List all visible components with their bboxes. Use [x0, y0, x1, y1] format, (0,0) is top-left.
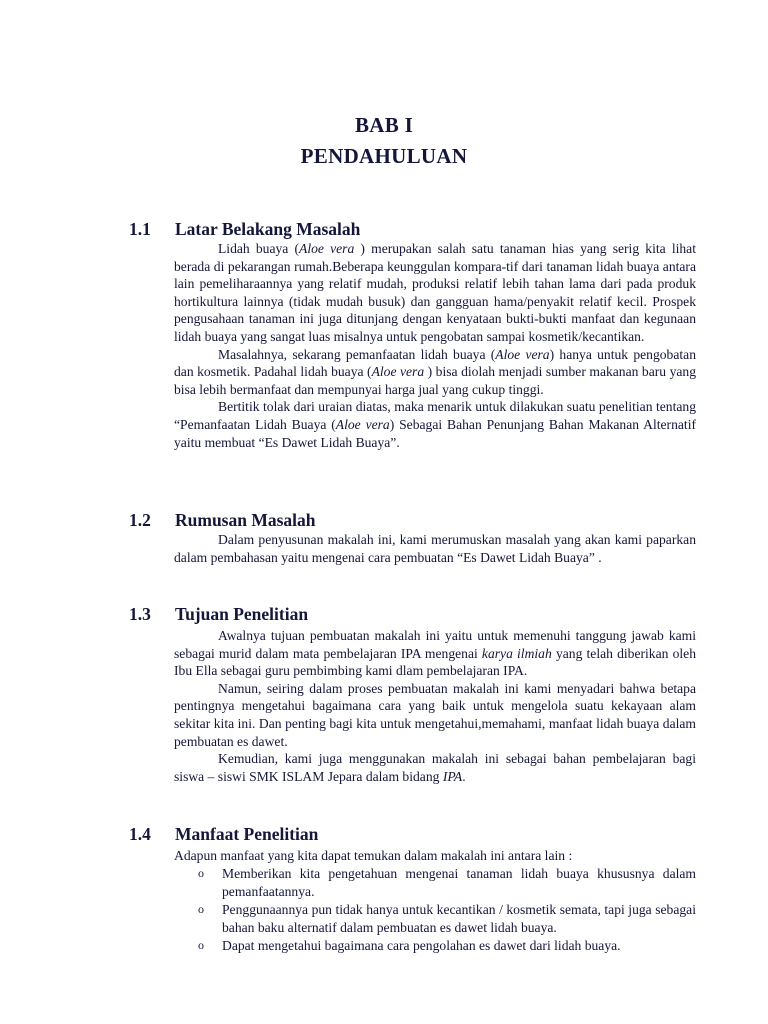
italic-term: Aloe vera [371, 364, 425, 380]
chapter-title: PENDAHULUAN [300, 144, 468, 168]
section-heading-manfaat-penelitian [129, 824, 318, 845]
list-item: o Penggunaannya pun tidak hanya untuk kecantikan / kosmetik semata, tapi juga sebagai bahan baku alternatif dalam pembuatan es dawet lidah buaya. [198, 902, 696, 935]
list-item: o Memberikan kita pengetahuan mengenai tanaman lidah buaya khususnya dalam pemanfaatannya. [198, 866, 696, 899]
bullet-icon: o [198, 938, 204, 953]
benefit-list [174, 865, 696, 956]
italic-term: IPA [442, 768, 463, 784]
paragraph: Awalnya tujuan pembuatan makalah ini yaitu untuk memenuhi tanggung jawab kami sebagai murid dalam mata pembelajaran IPA mengenai karya ilmiah yang telah diberikan oleh Ibu Ella sebagai guru pembimbing kami dlam pembelajaran IPA. [174, 628, 696, 679]
section-title: Manfaat Penelitian [175, 824, 319, 844]
section-number: 1.3 [129, 604, 151, 624]
section-body-latar-belakang [174, 240, 696, 451]
list-item: o Dapat mengetahui bagaimana cara pengolahan es dawet dari lidah buaya. [198, 938, 621, 954]
section-heading-rumusan-masalah [129, 510, 316, 531]
paragraph: Bertitik tolak dari uraian diatas, maka menarik untuk dilakukan suatu penelitian tentang “Pemanfaatan Lidah Buaya (Aloe vera) Sebagai Bahan Penunjang Bahan Makanan Alternatif yaitu membuat “Es Dawet Lidah Buaya”. [174, 399, 697, 450]
section-intro-manfaat [174, 847, 696, 865]
section-body-rumusan-masalah [174, 531, 696, 566]
section-heading-tujuan-penelitian [129, 604, 308, 625]
paragraph: Lidah buaya (Aloe vera ) merupakan salah satu tanaman hias yang serig kita lihat berada di pekarangan rumah.Beberapa keunggulan kompara-tif dari tanaman lidah buaya antara lain pemeliharaannya yang relatif mudah, produksi relatif lebih tahan lama dari pada produk hortikultura lainnya (tidak mudah busuk) dan gangguan hama/penyakit relatif kecil. Prospek pengusahaan tanaman ini juga ditunjang dengan kenyataan bukti-bukti manfaat dan kegunaan lidah buaya yang sangat luas misalnya untuk pengobatan sampai kosmetik/kecantikan. [174, 241, 696, 344]
paragraph: Dalam penyusunan makalah ini, kami merumuskan masalah yang akan kami paparkan dalam pembahasan yaitu mengenai cara pembuatan “Es Dawet Lidah Buaya” . [174, 532, 696, 565]
section-number: 1.4 [129, 824, 151, 844]
section-heading-latar-belakang [129, 219, 360, 240]
paragraph: Kemudian, kami juga menggunakan makalah ini sebagai bahan pembelajaran bagi siswa – siswi SMK ISLAM Jepara dalam bidang IPA. [174, 751, 696, 784]
section-body-tujuan-penelitian [174, 627, 696, 785]
italic-term: Aloe vera [299, 241, 355, 256]
section-title: Rumusan Masalah [175, 510, 316, 530]
bullet-icon: o [198, 902, 204, 917]
section-number: 1.1 [129, 219, 151, 239]
italic-term: karya ilmiah [481, 645, 552, 661]
chapter-label: BAB I [354, 113, 414, 137]
italic-term: Aloe vera [335, 416, 390, 432]
bullet-icon: o [198, 866, 204, 880]
italic-term: Aloe vera [495, 346, 550, 362]
paragraph: Masalahnya, sekarang pemanfaatan lidah buaya (Aloe vera) hanya untuk pengobatan dan kosmetik. Padahal lidah buaya (Aloe vera ) bisa diolah menjadi sumber makanan baru yang bisa lebih bermanfaat dan mempunyai harga jual yang cukup tinggi. [174, 346, 697, 397]
section-title: Latar Belakang Masalah [175, 219, 361, 239]
paragraph: Adapun manfaat yang kita dapat temukan dalam makalah ini antara lain : [174, 848, 573, 863]
section-title: Tujuan Penelitian [175, 604, 309, 624]
section-number: 1.2 [129, 510, 151, 530]
paragraph: Namun, seiring dalam proses pembuatan makalah ini kami menyadari bahwa betapa pentingnya mengetahui bagaimana cara yang baik untuk mengelola suatu kekayaan alam sekitar kita ini. Dan penting bagi kita untuk mengetahui,memahami, manfaat lidah buaya dalam pembuatan es dawet. [174, 680, 696, 749]
